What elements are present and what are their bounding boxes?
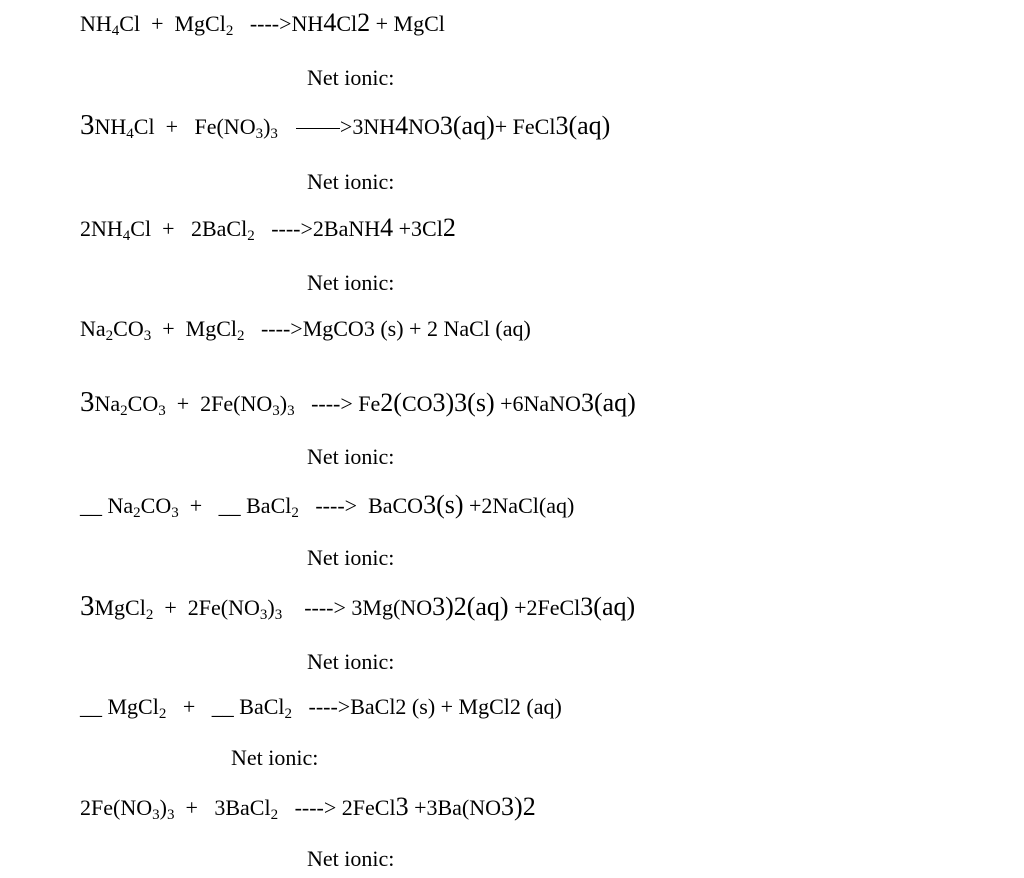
subscript: 2 bbox=[247, 228, 255, 244]
subscript: 2 bbox=[105, 328, 114, 344]
equation-text: 3(aq) bbox=[580, 592, 636, 621]
equation-text: Na bbox=[94, 391, 121, 416]
equation-text: Cl bbox=[336, 11, 358, 36]
subscript: 4 bbox=[122, 228, 131, 244]
equation-line-3 bbox=[80, 215, 456, 242]
equation-text: 2 bbox=[442, 213, 456, 242]
subscript: 3 bbox=[171, 505, 179, 521]
equation-line-4 bbox=[80, 316, 531, 342]
equation-text: CO bbox=[127, 391, 159, 416]
equation-text: 3(aq) bbox=[439, 111, 495, 140]
equation-text: 3 bbox=[80, 590, 95, 622]
equation-text: ----> 2FeCl bbox=[278, 795, 396, 820]
equation-text: + FeCl bbox=[494, 114, 556, 139]
net-ionic-label: Net ionic: bbox=[231, 745, 319, 770]
equation-text: Cl + 2BaCl bbox=[130, 216, 248, 241]
net-ionic-label: Net ionic: bbox=[307, 444, 395, 469]
equation-line-1 bbox=[80, 10, 445, 37]
subscript: 3 bbox=[270, 126, 278, 142]
equation-text: >3NH bbox=[339, 114, 396, 139]
equation-text: ----> 3Mg(NO bbox=[282, 595, 433, 620]
net-ionic-label: Net ionic: bbox=[307, 649, 395, 674]
subscript: 3 bbox=[287, 403, 295, 419]
subscript: 2 bbox=[291, 505, 299, 521]
net-ionic-label: Net ionic: bbox=[307, 65, 395, 90]
equation-text: + 2Fe(NO bbox=[165, 391, 273, 416]
equation-text: NH bbox=[80, 11, 112, 36]
equation-text: ---->NH bbox=[233, 11, 324, 36]
subscript: 2 bbox=[145, 607, 154, 623]
equation-text: CO bbox=[113, 316, 144, 341]
net-ionic-label: Net ionic: bbox=[307, 270, 395, 295]
equation-text: ---->BaCl2 (s) + MgCl2 (aq) bbox=[292, 694, 562, 719]
equation-text: 2NH bbox=[80, 216, 123, 241]
equation-text: ----> Fe bbox=[294, 391, 381, 416]
subscript: 3 bbox=[272, 403, 280, 419]
subscript: 2 bbox=[284, 706, 292, 722]
equation-text: NH bbox=[94, 114, 127, 139]
subscript: 3 bbox=[152, 807, 160, 823]
equation-text: CO bbox=[140, 493, 172, 518]
equation-line-2 bbox=[80, 109, 611, 142]
equation-text: + 2Fe(NO bbox=[153, 595, 260, 620]
subscript: 4 bbox=[126, 126, 134, 142]
equation-text: 3 bbox=[395, 792, 409, 821]
equation-text: ) bbox=[263, 114, 271, 139]
equation-text: 3)3(s) bbox=[432, 388, 495, 417]
net-ionic-label: Net ionic: bbox=[307, 545, 395, 570]
equation-text: +2FeCl bbox=[508, 595, 581, 620]
equation-text: CO bbox=[401, 391, 433, 416]
equation-text: 2( bbox=[380, 388, 402, 417]
equation-text: ) bbox=[279, 391, 288, 416]
equation-line-8 bbox=[80, 694, 562, 720]
equation-text: + MgCl bbox=[151, 316, 237, 341]
equation-text: ) bbox=[267, 595, 275, 620]
equation-text: 3(aq) bbox=[580, 388, 636, 417]
subscript: 3 bbox=[143, 328, 152, 344]
equation-text: ----> BaCO bbox=[298, 493, 424, 518]
equation-text: 3(s) bbox=[423, 490, 464, 519]
equation-text: + MgCl bbox=[370, 11, 445, 36]
equation-text: + __ BaCl bbox=[166, 694, 285, 719]
equation-line-9 bbox=[80, 794, 536, 821]
equation-text: ) bbox=[159, 795, 167, 820]
subscript: 2 bbox=[158, 706, 167, 722]
subscript: 2 bbox=[120, 403, 128, 419]
subscript: 2 bbox=[133, 505, 141, 521]
equation-text: __ Na bbox=[80, 493, 134, 518]
subscript: 3 bbox=[166, 807, 175, 823]
equation-text: ---->2BaNH bbox=[254, 216, 381, 241]
subscript: 3 bbox=[259, 607, 268, 623]
equation-text: 3)2(aq) bbox=[432, 592, 509, 621]
equation-text: MgCl bbox=[94, 595, 146, 620]
equation-text: Cl + Fe(NO bbox=[133, 114, 256, 139]
equation-text: ---->MgCO3 (s) + 2 NaCl (aq) bbox=[244, 316, 531, 341]
equation-text: +3Cl bbox=[393, 216, 443, 241]
equation-text: 3)2 bbox=[501, 792, 536, 821]
equation-text: + __ BaCl bbox=[178, 493, 292, 518]
equation-text: 3 bbox=[80, 109, 95, 141]
equation-text: +3Ba(NO bbox=[408, 795, 502, 820]
equation-text: 2 bbox=[357, 8, 371, 37]
equation-line-5 bbox=[80, 386, 636, 419]
subscript: 2 bbox=[270, 807, 279, 823]
equation-text: 4 bbox=[395, 111, 409, 140]
net-ionic-label: Net ionic: bbox=[307, 846, 395, 871]
subscript: 3 bbox=[255, 126, 264, 142]
equation-text: Cl + MgCl bbox=[119, 11, 226, 36]
equation-text: __ MgCl bbox=[80, 694, 159, 719]
equation-text: NO bbox=[408, 114, 440, 139]
equation-text: 3 bbox=[80, 386, 95, 418]
long-arrow-shaft bbox=[296, 128, 340, 129]
equation-text: 4 bbox=[323, 8, 337, 37]
equation-text: +6NaNO bbox=[494, 391, 581, 416]
equation-text: +2NaCl(aq) bbox=[463, 493, 575, 518]
subscript: 2 bbox=[225, 23, 234, 39]
equation-text: 2Fe(NO bbox=[80, 795, 153, 820]
equation-text: 4 bbox=[380, 213, 394, 242]
equation-text: + 3BaCl bbox=[174, 795, 271, 820]
subscript: 4 bbox=[111, 23, 120, 39]
subscript: 2 bbox=[236, 328, 245, 344]
subscript: 3 bbox=[158, 403, 166, 419]
net-ionic-label: Net ionic: bbox=[307, 169, 395, 194]
equation-line-6 bbox=[80, 492, 574, 519]
equation-text: Na bbox=[80, 316, 106, 341]
equation-line-7 bbox=[80, 590, 636, 623]
equation-text: 3(aq) bbox=[555, 111, 611, 140]
subscript: 3 bbox=[274, 607, 283, 623]
